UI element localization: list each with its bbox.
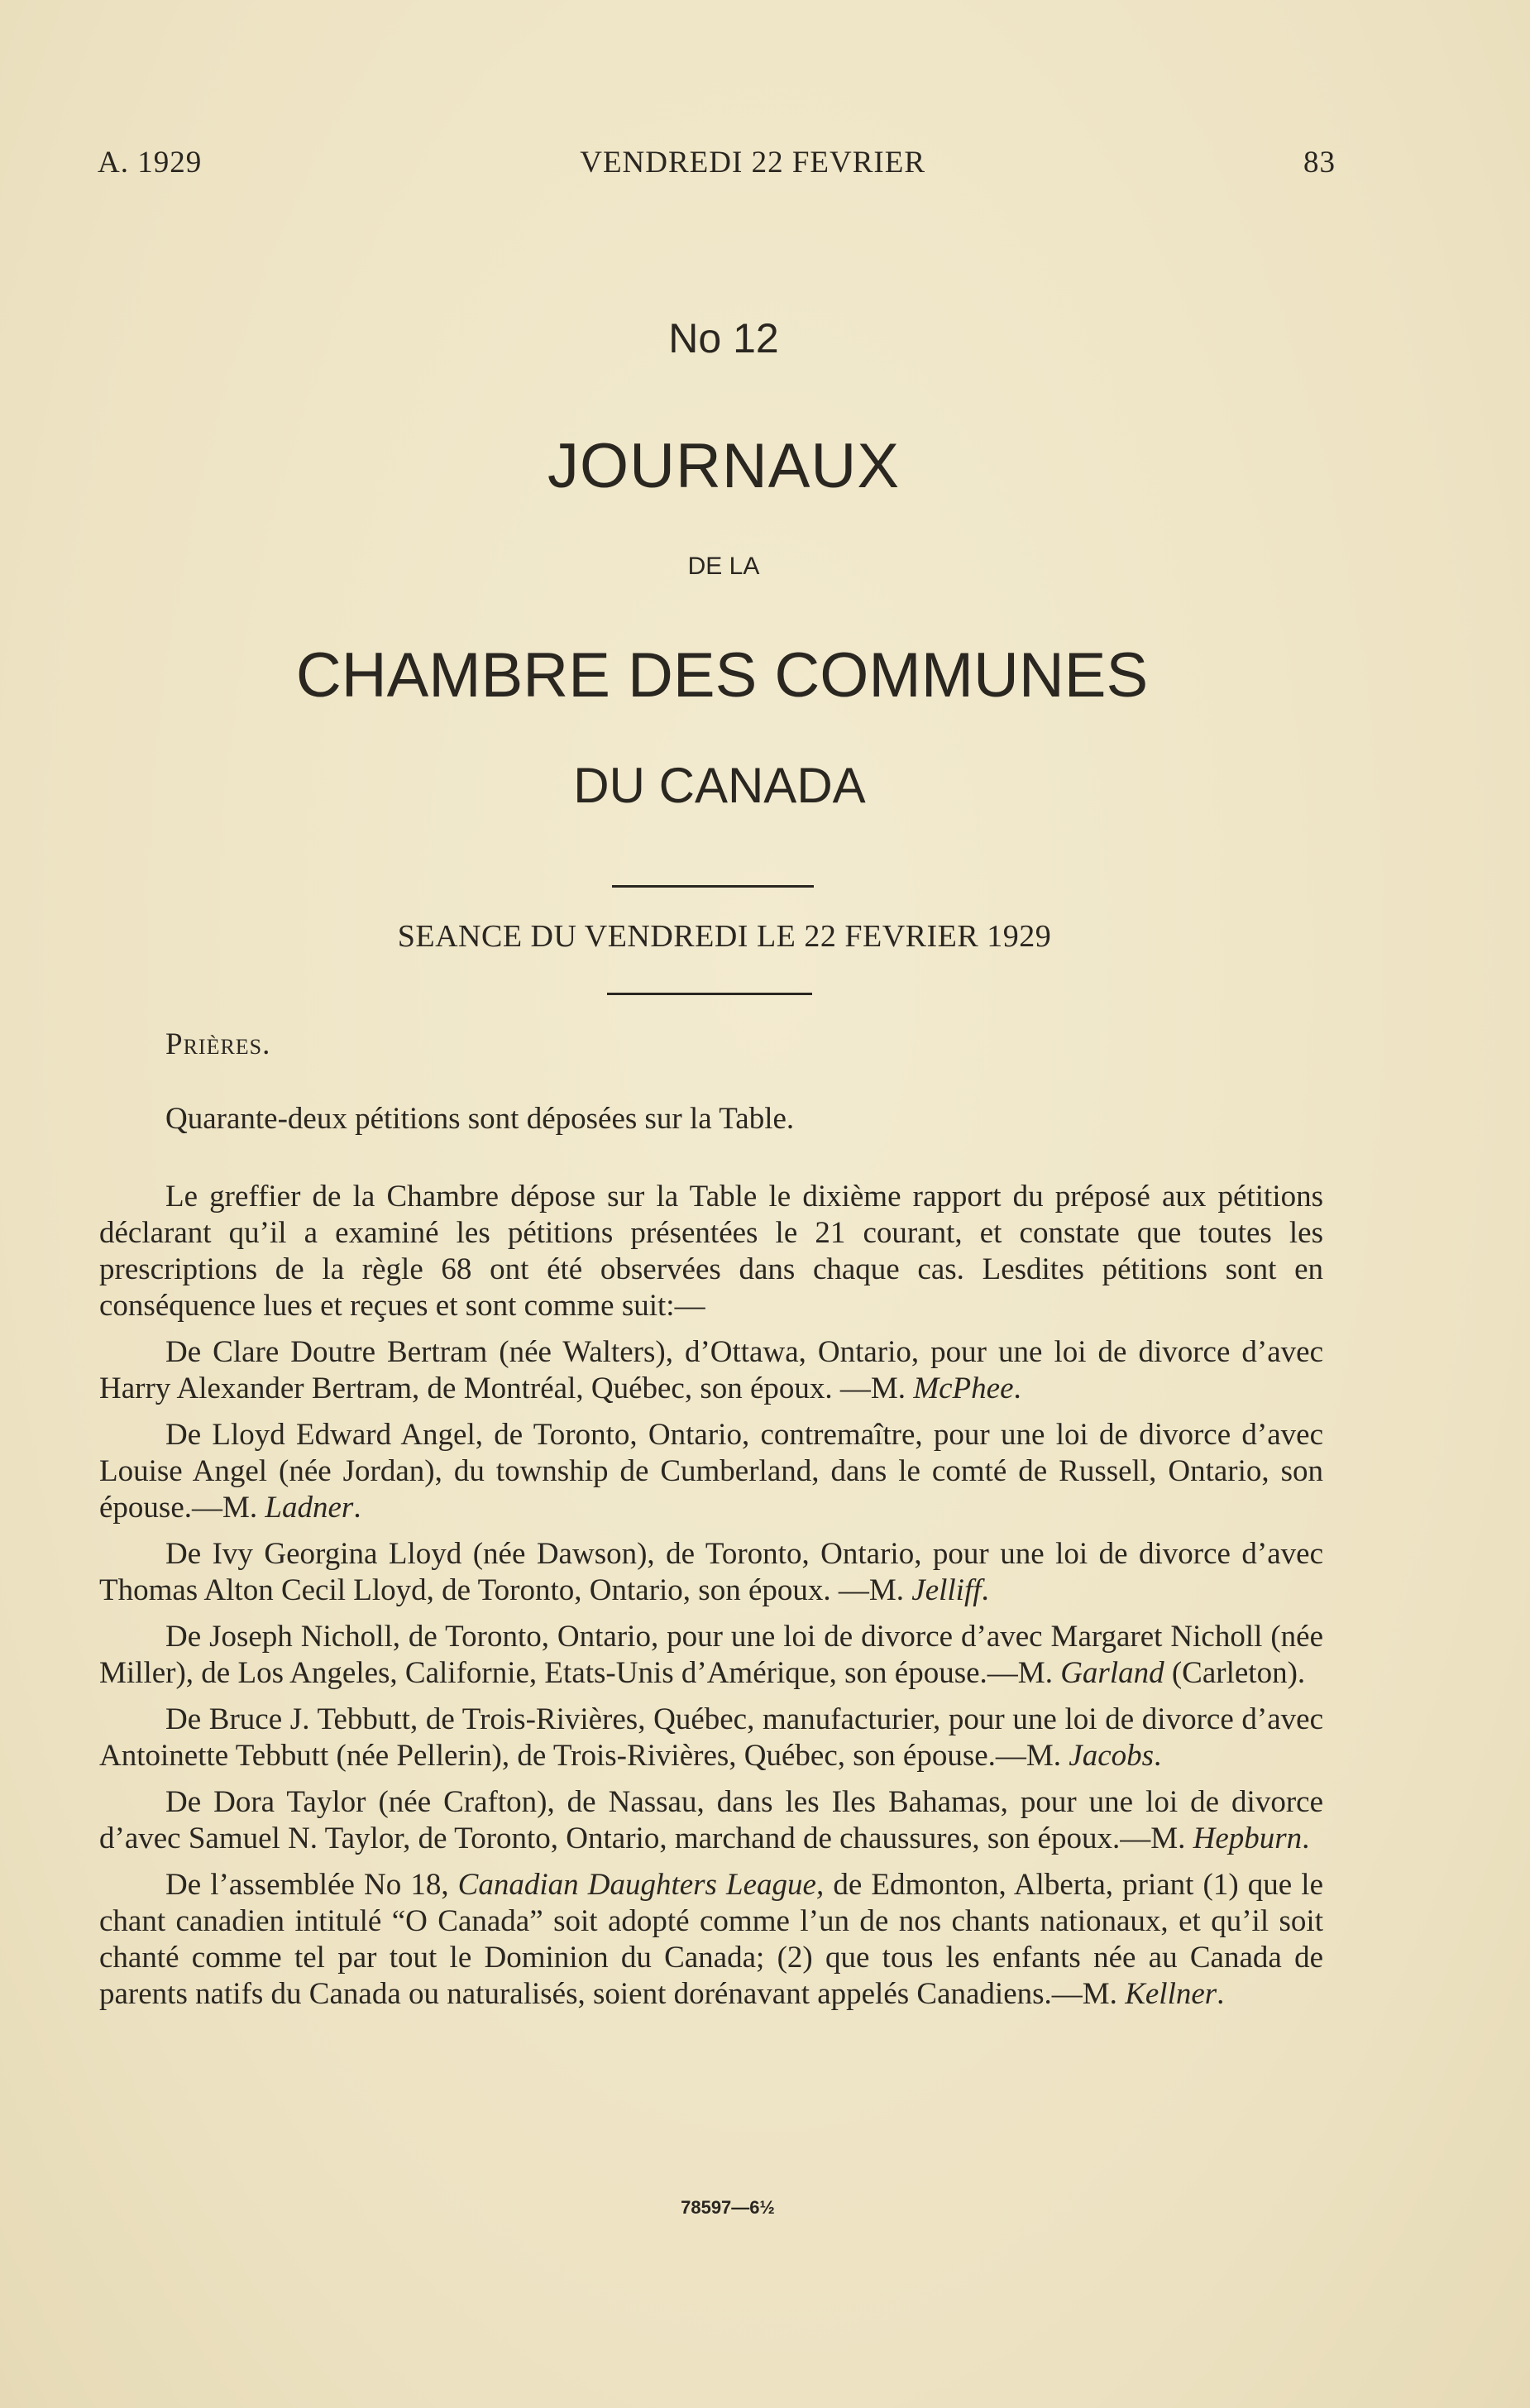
petition-item: De Dora Taylor (née Crafton), de Nassau, dans les Iles Bahamas, pour une loi de divorce d’avec Samuel N. Taylor, de Toronto, Ontario, marchand de chaussures, son époux.—M. Hepburn. xyxy=(99,1785,1323,1855)
journal-body xyxy=(99,1013,1323,2023)
petition-item: De Ivy Georgina Lloyd (née Dawson), de Toronto, Ontario, pour une loi de divorce d’avec Thomas Alton Cecil Lloyd, de Toronto, Ontario, son époux. —M. Jelliff. xyxy=(99,1537,1323,1607)
header-date: VENDREDI 22 FEVRIER xyxy=(580,146,925,180)
member-name: Ladner xyxy=(265,1491,354,1525)
title-journaux: JOURNAUX xyxy=(547,431,901,501)
member-name: Hepburn xyxy=(1193,1822,1303,1855)
petition-item: De Joseph Nicholl, de Toronto, Ontario, pour une loi de divorce d’avec Margaret Nicholl (née Miller), de Los Angeles, Californie, Etats-Unis d’Amérique, son épouse.—M. Garland (Carleton). xyxy=(99,1620,1323,1690)
divider-rule-top xyxy=(612,885,814,888)
title-chambre: CHAMBRE DES COMMUNES xyxy=(295,640,1149,711)
divider-rule-bottom xyxy=(607,993,812,995)
member-name: McPhee xyxy=(913,1372,1014,1405)
title-de-la: DE LA xyxy=(687,553,760,580)
petition-item: De Clare Doutre Bertram (née Walters), d’Ottawa, Ontario, pour une loi de divorce d’avec Harry Alexander Bertram, de Montréal, Québec, son époux. —M. McPhee. xyxy=(99,1335,1323,1405)
printer-signature: 78597—6½ xyxy=(681,2197,775,2218)
journal-number: No 12 xyxy=(668,315,779,361)
petition-item: De Lloyd Edward Angel, de Toronto, Ontario, contremaître, pour une loi de divorce d’avec Louise Angel (née Jordan), du township de Cumberland, dans le comté de Russell, Ontario, son épouse.—M. Ladner. xyxy=(99,1418,1323,1525)
assembly-petition: De l’assemblée No 18, Canadian Daughters League, de Edmonton, Alberta, priant (1) que le chant canadien intitulé “O Canada” soit adopté comme l’un de nos chants nationaux, et qu’il soit chanté comme tel par tout le Dominion du Canada; (2) que tous les enfants née au Canada de parents natifs du Canada ou naturalisés, soient dorénavant appelés Canadiens.—M. Kellner. xyxy=(99,1868,1323,2011)
member-name: Jacobs xyxy=(1069,1739,1155,1773)
petition-item: De Bruce J. Tebbutt, de Trois-Rivières, Québec, manufacturier, pour une loi de divorce d’avec Antoinette Tebbutt (née Pellerin), de Trois-Rivières, Québec, son épouse.—M. Jacobs. xyxy=(99,1702,1323,1773)
title-canada: DU CANADA xyxy=(573,758,866,813)
sitting-heading: SEANCE DU VENDREDI LE 22 FEVRIER 1929 xyxy=(397,919,1052,954)
intro-line: Quarante-deux pétitions sont déposées sur la Table. xyxy=(165,1102,795,1136)
prayers-line: Prières. xyxy=(165,1027,271,1061)
header-year: A. 1929 xyxy=(98,146,203,180)
running-header xyxy=(98,145,1336,180)
member-name: Jelliff xyxy=(911,1573,982,1607)
page-number: 83 xyxy=(1303,146,1336,180)
clerk-report: Le greffier de la Chambre dépose sur la Table le dixième rapport du préposé aux pétitions déclarant qu’il a examiné les pétitions présentées le 21 courant, et constate que toutes les prescriptions de la règle 68 ont été observées dans chaque cas. Lesdites pétitions sont en conséquence lues et reçues et sont comme suit:— xyxy=(99,1180,1323,1323)
member-name: Kellner xyxy=(1125,1977,1217,2011)
association-name: Canadian Daughters League, xyxy=(457,1868,825,1902)
member-name: Garland xyxy=(1060,1656,1164,1690)
